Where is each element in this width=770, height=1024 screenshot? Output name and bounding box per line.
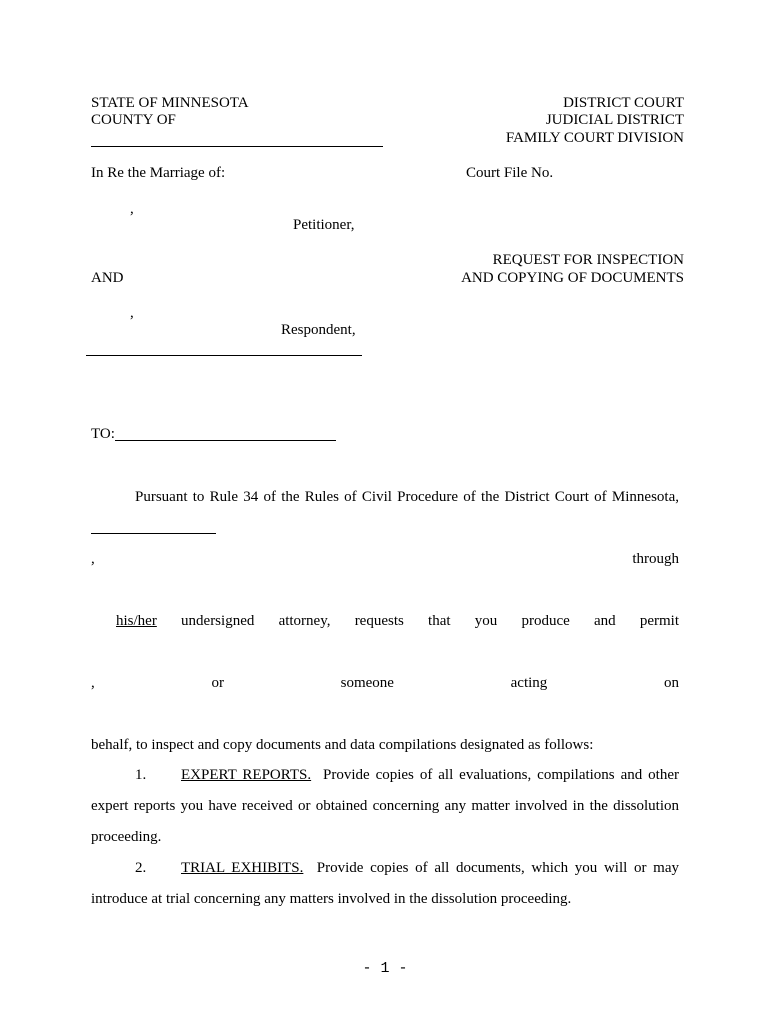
body-row-3 <box>91 675 679 692</box>
row3-word: someone <box>340 675 394 691</box>
county-label: COUNTY OF <box>91 112 176 128</box>
item-number: 2. <box>135 860 147 876</box>
intro-line <box>91 489 679 506</box>
row3-word: or <box>211 675 224 691</box>
caption-rule <box>86 355 362 356</box>
and-label: AND <box>91 270 124 286</box>
body-row-1 <box>91 551 679 568</box>
row2-word: produce <box>521 613 570 629</box>
respondent-label: Respondent, <box>281 322 356 338</box>
item-expert-reports <box>91 760 679 853</box>
respondent-comma: , <box>130 305 134 321</box>
page-number: - 1 - <box>362 960 408 977</box>
county-rule <box>91 146 383 147</box>
item-number: 1. <box>135 767 147 783</box>
row3-word: , <box>91 675 95 691</box>
state-label: STATE OF MINNESOTA <box>91 95 249 111</box>
row2-word: requests <box>354 613 404 629</box>
court-file-label: Court File No. <box>466 165 554 181</box>
in-re-label: In Re the Marriage of: <box>91 165 226 181</box>
item-heading: TRIAL EXHIBITS. <box>181 860 304 876</box>
row2-word: attorney, <box>278 613 331 629</box>
row2-word: undersigned <box>181 613 255 629</box>
row2-word: you <box>474 613 498 629</box>
item-text: Provide copies of all documents, which you will or may introduce at trial concerning any matters involved in the dissolution proceeding. <box>91 860 679 907</box>
row2-word: permit <box>639 613 679 629</box>
petitioner-comma: , <box>130 201 134 217</box>
row1-word: through <box>632 551 679 567</box>
to-label: TO: <box>91 426 115 442</box>
row2-word: that <box>428 613 451 629</box>
row2-word: his/her <box>116 613 157 629</box>
party-blank-rule <box>91 533 216 534</box>
division-label: FAMILY COURT DIVISION <box>505 130 684 146</box>
body-row-2 <box>116 613 679 630</box>
row1-word: , <box>91 551 95 567</box>
intro-text: Pursuant to Rule 34 of the Rules of Civil Procedure of the District Court of Minnesota, <box>135 489 679 505</box>
document-title-line1: REQUEST FOR INSPECTION <box>492 252 684 268</box>
row2-word: and <box>593 613 616 629</box>
row3-word: on <box>663 675 679 691</box>
petitioner-label: Petitioner, <box>293 217 355 233</box>
to-blank-rule <box>115 440 336 441</box>
row3-word: acting <box>510 675 548 691</box>
item-trial-exhibits <box>91 853 679 915</box>
designation-text: behalf, to inspect and copy documents and data compilations designated as follows: <box>91 737 594 753</box>
document-title-line2: AND COPYING OF DOCUMENTS <box>461 270 684 286</box>
court-label: DISTRICT COURT <box>563 95 684 111</box>
item-heading: EXPERT REPORTS. <box>181 767 312 783</box>
district-label: JUDICIAL DISTRICT <box>545 112 684 128</box>
item-text: Provide copies of all evaluations, compilations and other expert reports you have received or obtained concerning any matter involved in the dissolution proceeding. <box>91 767 679 845</box>
